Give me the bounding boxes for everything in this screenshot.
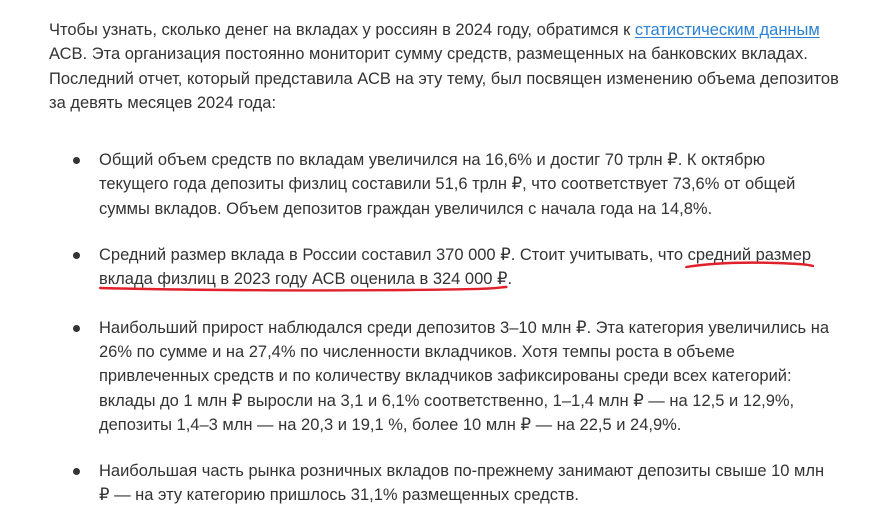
bullet-text-end: . <box>507 270 513 289</box>
bullet-dot-icon <box>73 468 80 475</box>
list-item <box>49 459 839 508</box>
bullet-text: Наибольшая часть рынка розничных вкладов по-прежнему занимают депозиты свыше 10 млн ₽ — на эту категорию пришлось 31,1% размещенных средств. <box>99 462 825 505</box>
list-item <box>49 243 839 292</box>
highlighted-phrase: средний размер <box>687 246 812 265</box>
stats-bullet-list <box>49 148 839 508</box>
bullet-dot-icon <box>73 157 80 164</box>
bullet-text: Наибольший прирост наблюдался среди депозитов 3–10 млн ₽. Эта категория увеличились на 26% по сумме и на 27,4% по численности вкладчиков. Хотя темпы роста в объеме привлеченных средств и по количеству вкладчиков зафиксированы среди всех категорий: вклады до 1 млн ₽ выросли на 3,1 и 6,1% соответственно, 1–1,4 млн ₽ — на 12,5 и 12,9%, депозиты 1,4–3 млн — на 20,3 и 19,1 %, более 10 млн ₽ — на 22,5 и 24,9%. <box>99 318 830 434</box>
bullet-text: Общий объем средств по вкладам увеличился на 16,6% и достиг 70 трлн ₽. К октябрю текущего года депозиты физлиц составили 51,6 трлн ₽, что соответствует 73,6% от общей суммы вкладов. Объем депозитов граждан увеличился с начала года на 14,8%. <box>99 151 796 218</box>
bullet-dot-icon <box>73 252 80 259</box>
list-item <box>49 148 839 221</box>
intro-text-after: АСВ. Эта организация постоянно мониторит сумму средств, размещенных на банковских вкладах. Последний отчет, который представила АСВ на эту тему, был посвящен изменению объема депозитов за девять месяцев 2024 года: <box>49 45 839 112</box>
bullet-dot-icon <box>73 325 80 332</box>
highlighted-phrase: вклада физлиц в 2023 году АСВ оценила в 324 000 ₽ <box>99 270 508 289</box>
intro-paragraph <box>49 18 839 115</box>
statistics-link[interactable]: статистическим данным <box>634 21 820 39</box>
list-item <box>49 316 839 437</box>
article-body <box>49 18 839 508</box>
bullet-text: Средний размер вклада в России составил 370 000 ₽. Стоит учитывать, что <box>99 246 688 265</box>
intro-text-before: Чтобы узнать, сколько денег на вкладах у россиян в 2024 году, обратимся к <box>49 21 635 39</box>
